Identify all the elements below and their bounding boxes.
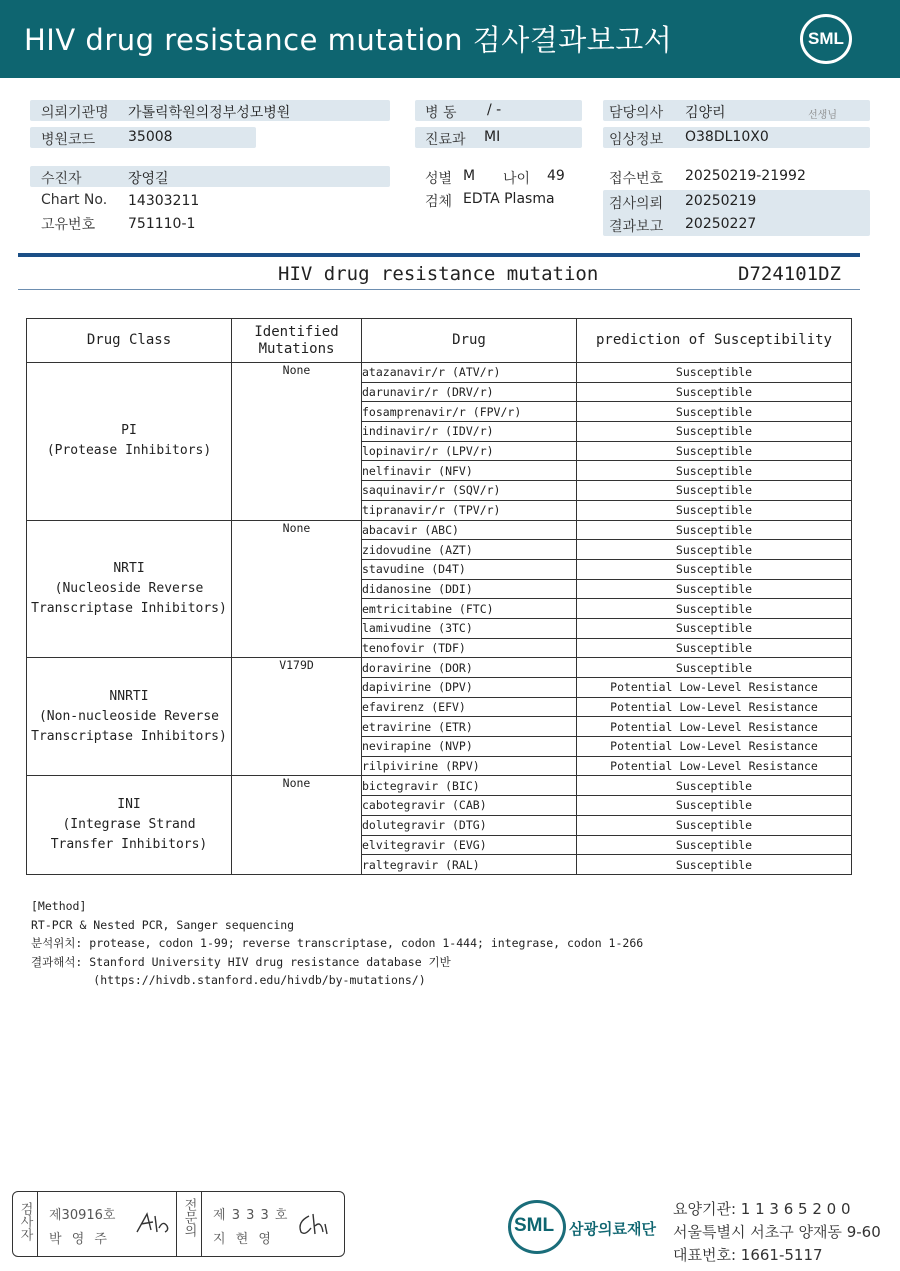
clinical-value: O38DL10X0 [685, 129, 769, 145]
header-drug: Drug [362, 319, 577, 363]
prediction-cell: Susceptible [577, 363, 852, 383]
patient-label: 수진자 [41, 171, 82, 187]
doctor-suffix: 선생님 [808, 110, 837, 121]
drug-cell: cabotegravir (CAB) [362, 796, 577, 816]
dept-value: MI [484, 129, 501, 145]
drug-class-cell [27, 520, 232, 658]
stamp-examiner-vertical [17, 1202, 33, 1245]
req-date-value: 20250219 [685, 193, 757, 209]
stamp-specialist-vertical [181, 1198, 197, 1241]
drug-cell: efavirenz (EFV) [362, 697, 577, 717]
prediction-cell: Susceptible [577, 638, 852, 658]
drug-class-line: (Nucleoside Reverse [54, 580, 204, 596]
ward-value: / - [487, 102, 502, 118]
drug-cell: etravirine (ETR) [362, 717, 577, 737]
header-mutations [232, 319, 362, 363]
sex-label: 성별 [425, 171, 453, 187]
drug-class-cell [27, 363, 232, 521]
table-row [27, 776, 852, 796]
prediction-cell: Susceptible [577, 500, 852, 520]
drug-cell: dapivirine (DPV) [362, 678, 577, 698]
drug-class-line: (Integrase Strand [62, 817, 196, 833]
drug-cell: abacavir (ABC) [362, 520, 577, 540]
specimen-label: 검체 [425, 194, 453, 210]
uid-value: 751110-1 [128, 216, 196, 232]
report-date-label: 결과보고 [609, 219, 664, 235]
stamp-divider-1 [37, 1192, 38, 1256]
receipt-value: 20250219-21992 [685, 168, 806, 184]
drug-cell: saquinavir/r (SQV/r) [362, 481, 577, 501]
stamp-specialist-license: 제 3 3 3 호 [213, 1208, 289, 1223]
sml-logo-text: SML [808, 29, 844, 48]
req-date-label: 검사의뢰 [609, 196, 664, 212]
table-row [27, 520, 852, 540]
stamp-examiner-vertical-text: 검사자 [17, 1202, 33, 1241]
hosp-code-value: 35008 [128, 129, 173, 145]
drug-cell: atazanavir/r (ATV/r) [362, 363, 577, 383]
method-line-3: 분석위치: protease, codon 1-99; reverse transcriptase, codon 1-444; integrase, codon 1-266 [31, 936, 644, 951]
prediction-cell: Susceptible [577, 481, 852, 501]
title-rule-top [18, 253, 860, 257]
specimen-value: EDTA Plasma [463, 191, 555, 207]
age-label: 나이 [503, 171, 531, 187]
drug-cell: didanosine (DDI) [362, 579, 577, 599]
prediction-cell: Susceptible [577, 776, 852, 796]
drug-class-line: NRTI [113, 560, 145, 576]
results-table [26, 318, 852, 875]
drug-cell: lopinavir/r (LPV/r) [362, 441, 577, 461]
drug-cell: nelfinavir (NFV) [362, 461, 577, 481]
title-rule-bottom [18, 289, 860, 290]
drug-cell: emtricitabine (FTC) [362, 599, 577, 619]
dept-label: 진료과 [425, 132, 466, 148]
doctor-value: 김양리 [685, 105, 726, 121]
header-prediction: prediction of Susceptibility [577, 319, 852, 363]
footer-phone: 대표번호: 1661-5117 [673, 1246, 823, 1264]
drug-class-line: Transcriptase Inhibitors) [31, 600, 227, 616]
prediction-cell: Susceptible [577, 835, 852, 855]
prediction-cell: Susceptible [577, 461, 852, 481]
footer-address: 서울특별시 서초구 양재동 9-60 [673, 1223, 881, 1241]
drug-cell: stavudine (D4T) [362, 559, 577, 579]
info-box-patient [30, 166, 390, 187]
drug-class-line: (Non-nucleoside Reverse [38, 708, 219, 724]
req-org-label: 의뢰기관명 [41, 105, 109, 121]
drug-class-line: Transfer Inhibitors) [50, 837, 208, 853]
sml-logo [800, 14, 852, 64]
ward-label: 병 동 [425, 105, 457, 121]
patient-value: 장영길 [128, 171, 169, 187]
prediction-cell: Susceptible [577, 402, 852, 422]
drug-cell: tipranavir/r (TPV/r) [362, 500, 577, 520]
stamp-divider-2 [176, 1192, 177, 1256]
examiner-signature [133, 1208, 173, 1238]
prediction-cell: Susceptible [577, 599, 852, 619]
sex-value: M [463, 168, 476, 184]
prediction-cell: Susceptible [577, 618, 852, 638]
drug-cell: zidovudine (AZT) [362, 540, 577, 560]
drug-class-line: Transcriptase Inhibitors) [31, 728, 227, 744]
prediction-cell: Potential Low-Level Resistance [577, 737, 852, 757]
prediction-cell: Susceptible [577, 559, 852, 579]
drug-class-line: NNRTI [109, 688, 149, 704]
drug-class-cell [27, 776, 232, 874]
method-notes [31, 897, 643, 990]
drug-cell: tenofovir (TDF) [362, 638, 577, 658]
drug-cell: lamivudine (3TC) [362, 618, 577, 638]
report-code: D724101DZ [738, 263, 841, 285]
prediction-cell: Susceptible [577, 579, 852, 599]
mutation-cell: V179D [232, 658, 362, 776]
prediction-cell: Susceptible [577, 796, 852, 816]
drug-cell: bictegravir (BIC) [362, 776, 577, 796]
prediction-cell: Susceptible [577, 520, 852, 540]
header-mutations-line1: Identified [254, 323, 339, 340]
method-line-5: (https://hivdb.stanford.edu/hivdb/by-mutations/) [31, 973, 426, 988]
stamp-specialist-name: 지 현 영 [213, 1232, 274, 1247]
method-line-2: RT-PCR & Nested PCR, Sanger sequencing [31, 917, 295, 932]
prediction-cell: Susceptible [577, 441, 852, 461]
drug-cell: elvitegravir (EVG) [362, 835, 577, 855]
prediction-cell: Susceptible [577, 382, 852, 402]
drug-class-cell [27, 658, 232, 776]
report-header [0, 0, 900, 78]
report-date-value: 20250227 [685, 216, 757, 232]
signature-stamp [12, 1191, 345, 1257]
drug-cell: darunavir/r (DRV/r) [362, 382, 577, 402]
table-row [27, 363, 852, 383]
stamp-examiner-name: 박 영 주 [49, 1232, 110, 1247]
header-mutations-line2: Mutations [258, 340, 335, 357]
drug-class-line: INI [117, 797, 141, 813]
table-row [27, 658, 852, 678]
mutation-cell: None [232, 363, 362, 521]
drug-cell: fosamprenavir/r (FPV/r) [362, 402, 577, 422]
footer-facility-code: 요양기관: 1 1 3 6 5 2 0 0 [673, 1200, 851, 1218]
specialist-signature [295, 1210, 335, 1240]
prediction-cell: Susceptible [577, 658, 852, 678]
prediction-cell: Susceptible [577, 422, 852, 442]
drug-cell: raltegravir (RAL) [362, 855, 577, 875]
report-header-title: HIV drug resistance mutation 검사결과보고서 [24, 23, 673, 57]
prediction-cell: Potential Low-Level Resistance [577, 756, 852, 776]
drug-cell: rilpivirine (RPV) [362, 756, 577, 776]
drug-class-line: PI [121, 423, 137, 439]
clinical-label: 임상정보 [609, 132, 664, 148]
age-value: 49 [547, 168, 565, 184]
req-org-value: 가톨릭학원의정부성모병원 [128, 105, 291, 121]
stamp-specialist-vertical-text: 전문의 [181, 1198, 197, 1237]
report-title: HIV drug resistance mutation [278, 263, 599, 285]
header-drug-class: Drug Class [27, 319, 232, 363]
mutation-cell: None [232, 776, 362, 874]
drug-cell: dolutegravir (DTG) [362, 815, 577, 835]
drug-cell: nevirapine (NVP) [362, 737, 577, 757]
prediction-cell: Potential Low-Level Resistance [577, 717, 852, 737]
prediction-cell: Potential Low-Level Resistance [577, 697, 852, 717]
footer-org-name: 삼광의료재단 [569, 1220, 656, 1238]
results-body [27, 363, 852, 875]
stamp-examiner-license: 제30916호 [49, 1208, 116, 1223]
stamp-divider-3 [201, 1192, 202, 1256]
uid-label: 고유번호 [41, 217, 96, 233]
method-line-4: 결과해석: Stanford University HIV drug resistance database 기반 [31, 954, 451, 969]
method-line-1: [Method] [31, 899, 87, 913]
prediction-cell: Susceptible [577, 540, 852, 560]
doctor-label: 담당의사 [609, 105, 664, 121]
receipt-label: 접수번호 [609, 171, 664, 187]
mutation-cell: None [232, 520, 362, 658]
drug-cell: indinavir/r (IDV/r) [362, 422, 577, 442]
prediction-cell: Potential Low-Level Resistance [577, 678, 852, 698]
drug-class-line: (Protease Inhibitors) [46, 443, 212, 459]
prediction-cell: Susceptible [577, 815, 852, 835]
hosp-code-label: 병원코드 [41, 132, 96, 148]
footer-sml-logo-text: SML [514, 1215, 555, 1236]
chart-no-label: Chart No. [41, 192, 108, 208]
drug-cell: doravirine (DOR) [362, 658, 577, 678]
chart-no-value: 14303211 [128, 193, 200, 209]
prediction-cell: Susceptible [577, 855, 852, 875]
table-header-row [27, 319, 852, 363]
